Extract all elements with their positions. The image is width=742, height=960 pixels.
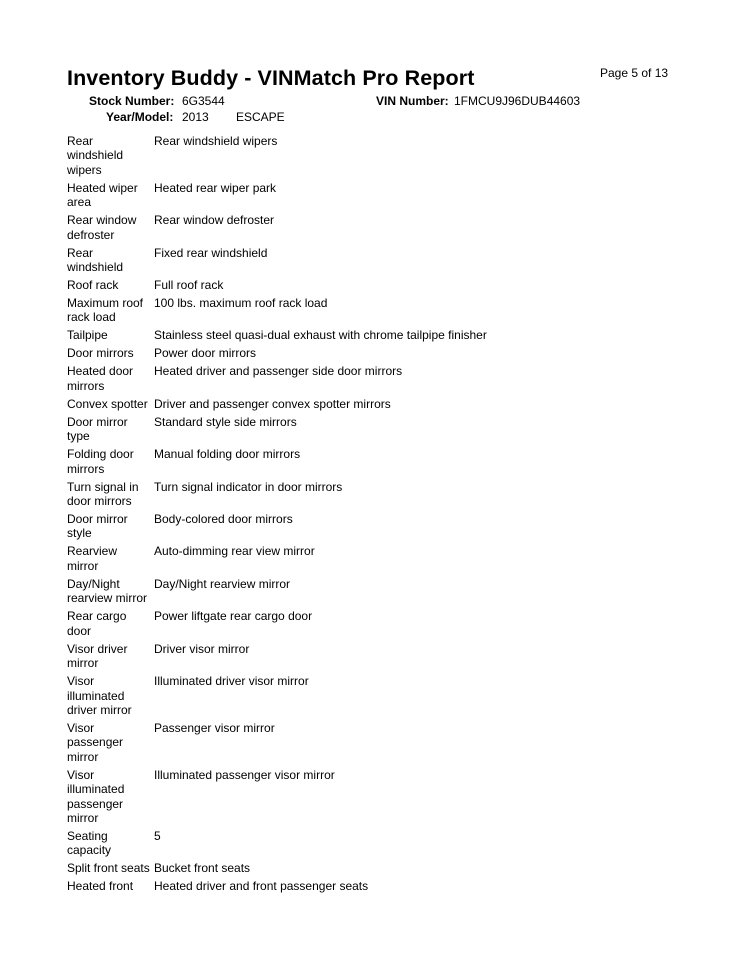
feature-row xyxy=(67,278,687,292)
feature-name: Door mirror style xyxy=(67,512,128,541)
feature-name: Turn signal in door mirrors xyxy=(67,479,139,509)
feature-row xyxy=(67,397,687,411)
feature-value: Manual folding door mirrors xyxy=(154,447,301,462)
feature-row xyxy=(67,246,687,275)
feature-value: 100 lbs. maximum roof rack load xyxy=(154,296,328,311)
feature-name: Folding door mirrors xyxy=(67,447,134,476)
feature-row xyxy=(67,415,687,444)
feature-name: Visor illuminated passenger mirror xyxy=(67,767,125,825)
feature-value: Day/Night rearview mirror xyxy=(154,576,291,591)
feature-row xyxy=(67,134,687,177)
feature-row xyxy=(67,328,687,342)
feature-value: Heated driver and passenger side door mirrors xyxy=(154,364,403,379)
stock-number-label: Stock Number: xyxy=(89,94,175,108)
feature-name: Rear cargo door xyxy=(67,609,127,638)
feature-row xyxy=(67,861,687,875)
feature-name: Rearview mirror xyxy=(67,544,118,573)
feature-row xyxy=(67,296,687,325)
feature-value: Illuminated driver visor mirror xyxy=(154,674,309,689)
feature-name: Heated front xyxy=(67,879,134,894)
feature-value: Power liftgate rear cargo door xyxy=(154,609,313,624)
feature-name: Door mirrors xyxy=(67,346,134,361)
feature-value: Body-colored door mirrors xyxy=(154,512,293,527)
feature-name: Tailpipe xyxy=(67,328,108,343)
feature-name: Day/Night rearview mirror xyxy=(67,576,148,606)
feature-value: Full roof rack xyxy=(154,278,224,293)
feature-name: Heated door mirrors xyxy=(67,364,134,393)
report-title: Inventory Buddy - VINMatch Pro Report xyxy=(67,66,475,90)
feature-row xyxy=(67,346,687,360)
feature-name: Rear window defroster xyxy=(67,213,137,242)
feature-value: Auto-dimming rear view mirror xyxy=(154,544,315,559)
feature-name: Maximum roof rack load xyxy=(67,296,144,325)
feature-row xyxy=(67,480,687,509)
feature-row xyxy=(67,768,687,826)
feature-value: Rear window defroster xyxy=(154,213,275,228)
feature-value: Passenger visor mirror xyxy=(154,720,275,735)
feature-name: Rear windshield xyxy=(67,245,124,275)
feature-value: Rear windshield wipers xyxy=(154,134,278,148)
feature-name: Roof rack xyxy=(67,278,119,293)
feature-value: Power door mirrors xyxy=(154,346,257,361)
feature-value: 5 xyxy=(154,828,161,843)
stock-number-value: 6G3544 xyxy=(182,94,225,108)
feature-name: Rear windshield wipers xyxy=(67,134,124,177)
feature-row xyxy=(67,674,687,717)
feature-value: Turn signal indicator in door mirrors xyxy=(154,479,343,494)
feature-name: Door mirror type xyxy=(67,414,128,444)
feature-list xyxy=(67,134,687,897)
feature-name: Heated wiper area xyxy=(67,180,138,210)
feature-value: Illuminated passenger visor mirror xyxy=(154,767,335,782)
feature-row xyxy=(67,642,687,671)
feature-value: Standard style side mirrors xyxy=(154,414,297,429)
feature-row xyxy=(67,829,687,858)
feature-row xyxy=(67,577,687,606)
feature-row xyxy=(67,213,687,242)
feature-name: Convex spotter xyxy=(67,396,148,411)
feature-value: Driver visor mirror xyxy=(154,641,250,656)
feature-name: Visor illuminated driver mirror xyxy=(67,674,132,717)
feature-name: Seating capacity xyxy=(67,828,112,858)
year-value: 2013 xyxy=(182,110,209,124)
feature-value: Heated rear wiper park xyxy=(154,180,277,195)
feature-row xyxy=(67,512,687,541)
vin-number-label: VIN Number: xyxy=(376,94,449,108)
year-model-label: Year/Model: xyxy=(106,110,174,124)
model-value: ESCAPE xyxy=(236,110,285,124)
feature-name: Split front seats xyxy=(67,861,150,876)
feature-row xyxy=(67,544,687,573)
feature-name: Visor passenger mirror xyxy=(67,720,124,764)
page-number: Page 5 of 13 xyxy=(600,66,669,80)
feature-value: Bucket front seats xyxy=(154,861,251,876)
feature-row xyxy=(67,181,687,210)
feature-value: Stainless steel quasi-dual exhaust with chrome tailpipe finisher xyxy=(154,328,487,343)
feature-row xyxy=(67,609,687,638)
feature-row xyxy=(67,364,687,393)
vin-number-value: 1FMCU9J96DUB44603 xyxy=(454,94,581,108)
feature-value: Fixed rear windshield xyxy=(154,245,268,260)
feature-row xyxy=(67,879,687,893)
feature-row xyxy=(67,721,687,764)
feature-name: Visor driver mirror xyxy=(67,641,128,671)
feature-value: Heated driver and front passenger seats xyxy=(154,879,369,894)
feature-row xyxy=(67,447,687,476)
feature-value: Driver and passenger convex spotter mirrors xyxy=(154,396,391,411)
